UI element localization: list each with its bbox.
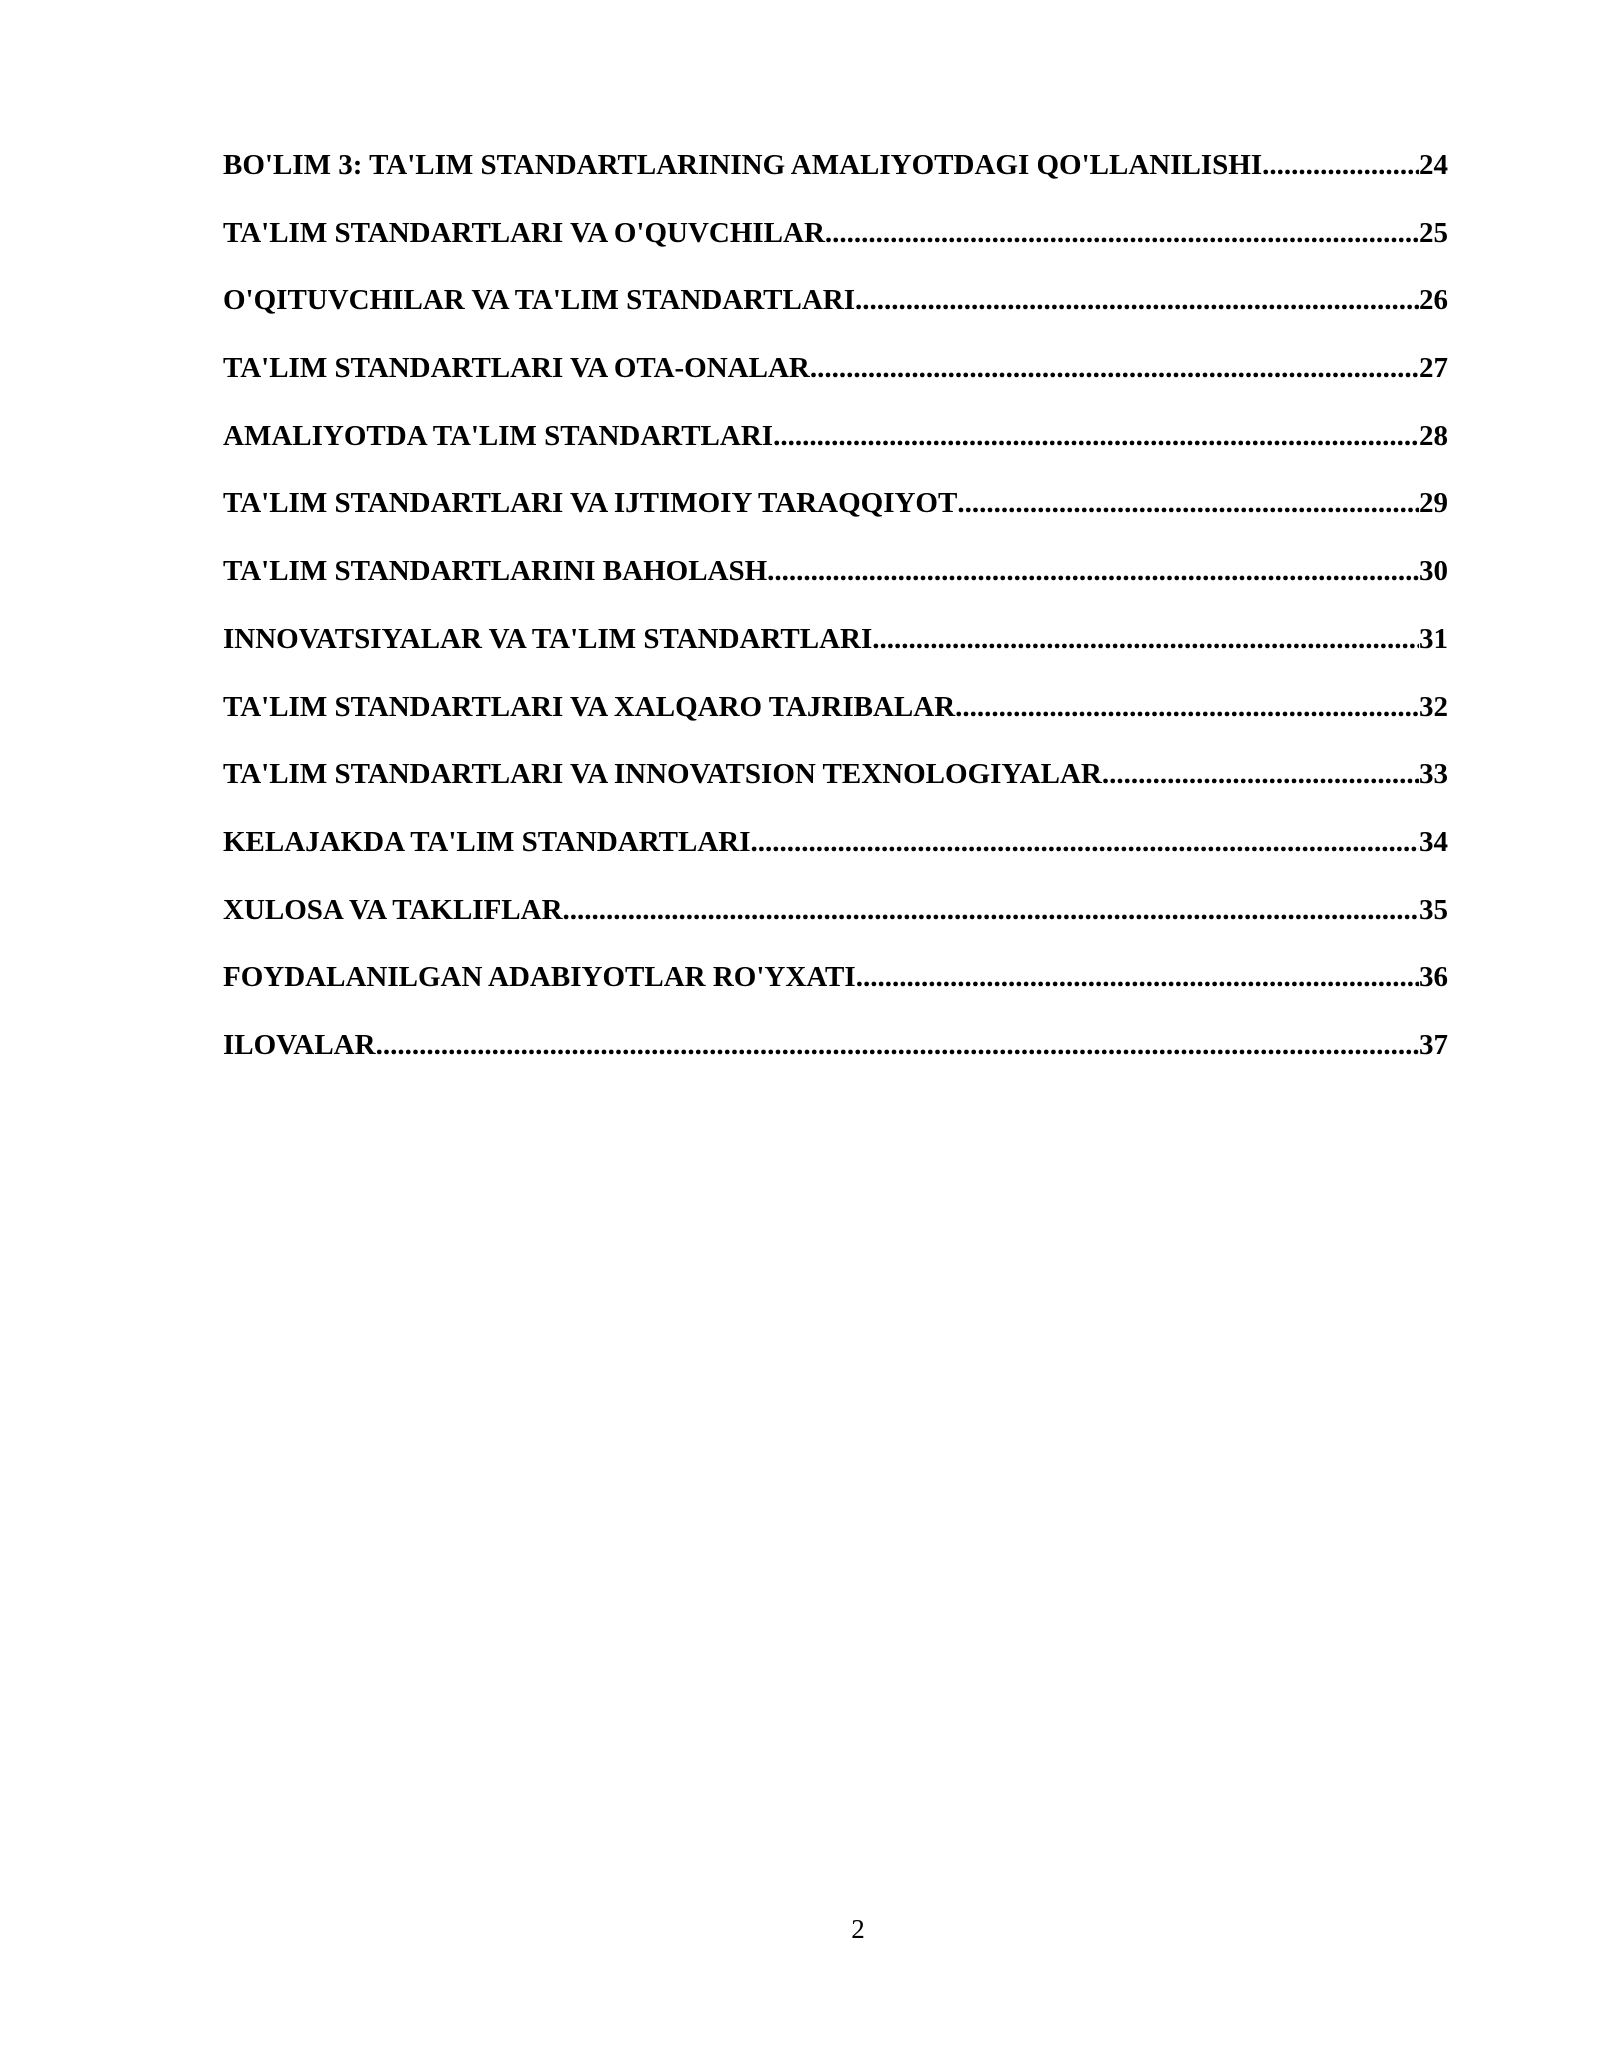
toc-dot-leader [825,213,1419,253]
toc-entry[interactable] [223,483,1448,551]
toc-entry-page: 28 [1419,419,1448,452]
toc-entry[interactable] [223,1025,1448,1093]
toc-entry-title: FOYDALANILGAN ADABIYOTLAR RO'YXATI [223,961,856,994]
toc-entry-title: BO'LIM 3: TA'LIM STANDARTLARINING AMALIYOTDAGI QO'LLANILISHI [223,149,1263,181]
toc-entry[interactable] [223,890,1448,958]
toc-entry-title: INNOVATSIYALAR VA TA'LIM STANDARTLARI [223,622,873,655]
toc-dot-leader [855,280,1419,320]
toc-entry-page: 36 [1419,961,1448,994]
toc-entry[interactable] [223,822,1448,890]
toc-dot-leader [955,687,1419,727]
toc-entry[interactable] [223,551,1448,619]
toc-entry[interactable] [223,619,1448,687]
toc-entry-title: TA'LIM STANDARTLARI VA OTA-ONALAR [223,352,810,385]
toc-entry-title: TA'LIM STANDARTLARINI BAHOLASH [223,555,768,588]
toc-entry-title: ILOVALAR [223,1028,376,1061]
toc-entry[interactable] [223,280,1448,348]
toc-entry-page: 25 [1419,216,1448,249]
toc-entry-page: 27 [1419,352,1448,385]
toc-dot-leader [773,416,1419,456]
toc-entry-page: 30 [1419,555,1448,588]
toc-dot-leader [751,822,1419,862]
toc-entry-page: 24 [1419,149,1448,181]
toc-entry-page: 35 [1419,893,1448,926]
toc-dot-leader [1262,145,1419,185]
toc-entry-title: XULOSA VA TAKLIFLAR [223,893,563,926]
toc-entry-title: TA'LIM STANDARTLARI VA IJTIMOIY TARAQQIYOT [223,487,958,520]
toc-entry[interactable] [223,348,1448,416]
toc-dot-leader [810,348,1419,388]
page-number: 2 [851,1914,865,1944]
toc-dot-leader [856,957,1419,997]
toc-entry-page: 33 [1419,758,1448,791]
toc-entry-title: KELAJAKDA TA'LIM STANDARTLARI [223,825,751,858]
toc-entry-page: 37 [1419,1028,1448,1061]
toc-entry-title: TA'LIM STANDARTLARI VA O'QUVCHILAR [223,216,825,249]
toc-entry-title: TA'LIM STANDARTLARI VA INNOVATSION TEXNOLOGIYALAR [223,758,1102,791]
toc-entry-page: 32 [1419,690,1448,723]
toc-entry-page: 34 [1419,825,1448,858]
toc-entry[interactable] [223,754,1448,822]
toc-dot-leader [767,551,1419,591]
toc-dot-leader [563,890,1419,930]
toc-entry[interactable] [223,416,1448,484]
toc-dot-leader [1102,754,1419,794]
table-of-contents [223,145,1448,1093]
toc-dot-leader [376,1025,1419,1065]
toc-entry-title: TA'LIM STANDARTLARI VA XALQARO TAJRIBALAR [223,690,956,723]
toc-entry-page: 31 [1419,622,1448,655]
toc-entry[interactable] [223,213,1448,281]
toc-entry-page: 26 [1419,284,1448,317]
toc-entry-page: 29 [1419,487,1448,520]
toc-entry-title: AMALIYOTDA TA'LIM STANDARTLARI [223,419,774,452]
toc-dot-leader [957,483,1419,523]
toc-entry[interactable] [223,687,1448,755]
toc-dot-leader [872,619,1419,659]
toc-entry-title: O'QITUVCHILAR VA TA'LIM STANDARTLARI [223,284,856,317]
toc-entry[interactable] [223,145,1448,213]
toc-entry[interactable] [223,957,1448,1025]
